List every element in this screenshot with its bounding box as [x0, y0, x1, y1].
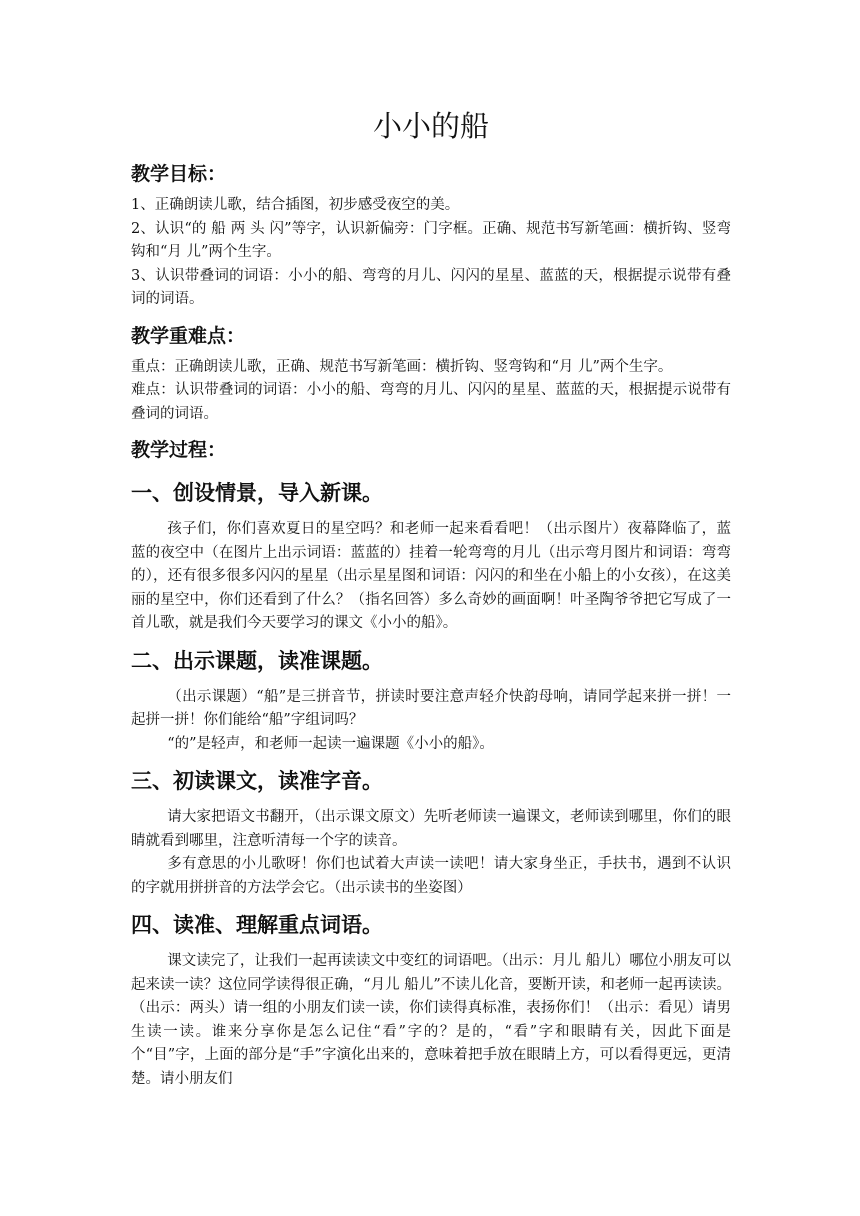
key-points-heading: 教学重难点： [131, 324, 246, 347]
goal-item-2: 2、认识“的 船 两 头 闪”等字，认识新偏旁：门字框。正确、规范书写新笔画：横折钩、竖弯钩和“月 儿”两个生字。 [131, 220, 731, 260]
section-1-paragraph-1: 孩子们，你们喜欢夏日的星空吗？和老师一起来看看吧！（出示图片）夜幕降临了，蓝蓝的夜空中（在图片上出示词语：蓝蓝的）挂着一轮弯弯的月儿（出示弯月图片和词语：弯弯的），还有很多很多闪闪的星星（出示星星图和词语：闪闪的和坐在小船上的小女孩），在这美丽的星空中，你们还看到了什么？（指名回答）多么奇妙的画面啊！叶圣陶爷爷把它写成了一首儿歌，就是我们今天要学习的课文《小小的船》。 [131, 521, 731, 631]
section-heading-4: 四、读准、理解重点词语。 [131, 913, 383, 937]
section-heading-2: 二、出示课题，读准课题。 [131, 648, 383, 673]
section-2-paragraph-2: “的”是轻声，和老师一起读一遍课题《小小的船》。 [167, 735, 494, 752]
key-point-difficulty: 难点：认识带叠词的词语：小小的船、弯弯的月儿、闪闪的星星、蓝蓝的天，根据提示说带有叠词的词语。 [131, 382, 731, 422]
section-3-paragraph-2: 多有意思的小儿歌呀！你们也试着大声读一读吧！请大家身坐正，手扶书，遇到不认识的字就用拼拼音的方法学会它。（出示读书的坐姿图） [131, 856, 731, 896]
section-4-paragraph-1: 课文读完了，让我们一起再读读文中变红的词语吧。（出示：月儿 船儿）哪位小朋友可以起来读一读？这位同学读得很正确，“月儿 船儿”不读儿化音，要断开读，和老师一起再读读。（出示：两头）请一组的小朋友们读一读，你们读得真标准，表扬你们！（出示：看见）请男生读一读。谁来分享你是怎么记住“看”字的？是的，“看”字和眼睛有关，因此下面是个“目”字，上面的部分是“手”字演化出来的，意味着把手放在眼睛上方，可以看得更远，更清楚。请小朋友们 [131, 953, 731, 1087]
section-2-paragraph-1: （出示课题）“船”是三拼音节，拼读时要注意声轻介快韵母响，请同学起来拼一拼！一起拼一拼！你们能给“船”字组词吗？ [131, 688, 731, 728]
section-heading-1: 一、创设情景，导入新课。 [131, 481, 383, 505]
goal-item-1: 1、正确朗读儿歌，结合插图，初步感受夜空的美。 [131, 197, 460, 213]
key-point-focus: 重点：正确朗读儿歌，正确、规范书写新笔画：横折钩、竖弯钩和“月 儿”两个生字。 [131, 358, 673, 375]
section-3-paragraph-1: 请大家把语文书翻开，（出示课文原文）先听老师读一遍课文，老师读到哪里，你们的眼睛就看到哪里，注意听清每一个字的读音。 [131, 809, 731, 849]
key-points-section [131, 318, 731, 427]
process-heading: 教学过程： [131, 439, 227, 461]
document-page [131, 100, 731, 1091]
goals-section [131, 156, 731, 312]
goals-heading: 教学目标： [131, 163, 227, 185]
goal-item-3: 3、认识带叠词的词语：小小的船、弯弯的月儿、闪闪的星星、蓝蓝的天，根据提示说带有叠词的词语。 [131, 267, 731, 307]
page-title: 小小的船 [372, 109, 489, 143]
section-heading-3: 三、初读课文，读准字音。 [131, 769, 383, 793]
process-section [131, 432, 731, 1091]
